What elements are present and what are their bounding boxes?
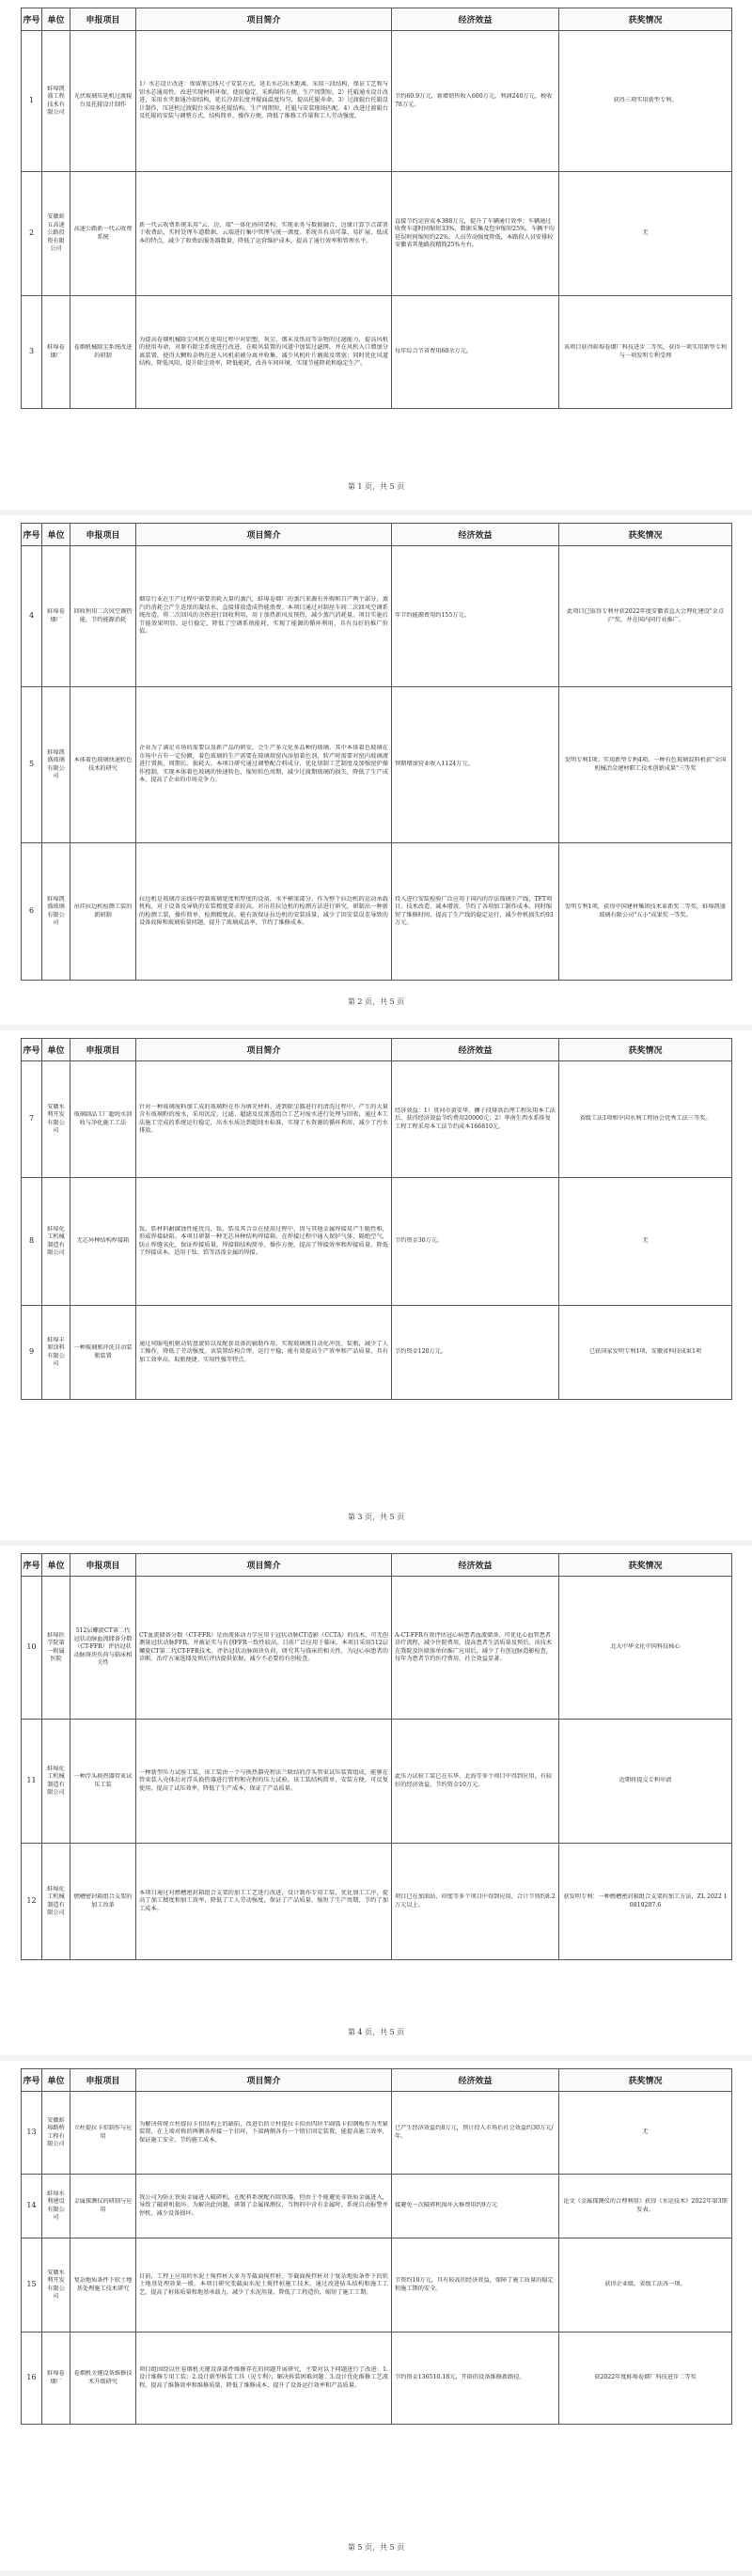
- row-project: [70, 172, 136, 296]
- page-footer: 第 2 页，共 5 页: [347, 997, 405, 1006]
- row-project-text: 卷烟机械除尘系统改进的研制: [73, 344, 133, 359]
- row-award-text: 无: [642, 1237, 649, 1245]
- row-benefit-text: 年节约能源费用约155万元。: [395, 612, 470, 620]
- header-project: 申报项目: [70, 1039, 136, 1061]
- row-award-text: 该项目获得蚌埠卷烟厂科技进步二等奖，获得一项实用新型专利与一项发明专利受理: [563, 344, 728, 359]
- row-intro-text: 本项目通过对燃槽密封箱组合支架的加工工艺进行改进，设计制作专用工装，优化加工工序，提高了加工精度和加工效率，降低了工人劳动强度，保证了产品质量，缩短了生产周期，节约了加工成本。: [139, 1889, 388, 1912]
- row-award: [559, 2092, 732, 2175]
- row-seq: [22, 546, 42, 687]
- row-project-text: 512层螺旋CT第二代冠状动脉血流储备分数（CT-FFR）评估冠状动脉斑块负荷与临床相关性: [73, 1627, 133, 1667]
- row-award: [559, 31, 732, 172]
- header-benefit: 经济效益: [392, 1039, 559, 1061]
- row-benefit-text: 经济效益：1）贯河市黄安华、狮子段排洪治理工程采用本工法后，获得经济效益节约费用20000元；2）华南生西水系排复工程工程采用本工法节约成本166810元。: [395, 1107, 556, 1130]
- row-unit-text: 蚌埠凯盛玻璃有限公司: [47, 895, 65, 926]
- row-award-text: 获2022年度蚌埠卷烟厂科技进步二等奖: [594, 2374, 697, 2381]
- row-benefit-text: 节约资金30万元。: [395, 1237, 444, 1245]
- row-benefit-text: 节约60.9万元，新增销售收入600万元，利润240万元，税收78万元。: [395, 93, 553, 108]
- row-award: [559, 1844, 732, 1960]
- row-seq: [22, 296, 42, 409]
- row-project: [70, 2238, 136, 2333]
- row-unit: [42, 1577, 70, 1720]
- row-intro: [136, 546, 392, 687]
- row-seq-text: 9: [28, 1348, 35, 1357]
- table-header-row: [22, 524, 732, 546]
- page-footer: 第 1 页，共 5 页: [347, 482, 405, 491]
- row-intro: [136, 31, 392, 172]
- row-seq: [22, 1844, 42, 1960]
- row-unit-text: 蚌埠丰原涂料有限公司: [47, 1336, 65, 1367]
- header-benefit: 经济效益: [392, 2069, 559, 2092]
- row-project-text: 一种浮头换热器管束试压工装: [73, 1773, 133, 1788]
- row-unit: [42, 1844, 70, 1960]
- table-header-row: [22, 1039, 732, 1061]
- row-benefit: [392, 31, 559, 172]
- row-award: [559, 1178, 732, 1306]
- row-project-text: 一种玻璃瓶冲洗自动装瓶装置: [73, 1344, 133, 1359]
- row-intro: [136, 1720, 392, 1844]
- row-project-text: 燃槽密封箱组合支架的加工改革: [73, 1893, 133, 1908]
- row-benefit-text: 节约资金136510.18元，开辟的设备维修新路径。: [395, 2374, 525, 2381]
- row-intro-text: 目前，工程上应用的水泥土搅拌桩大多为等截面搅拌桩。等截面搅拌桩对于复杂地质条件下的软土地基处理效果一般。本项目研究变截面水泥土搅拌桩施工技术，通过改进钻头结构和施工工艺，提高了桩体质量和地基承载力，减少了水泥用量，降低了工程造价，缩短了施工工期。: [139, 2272, 388, 2296]
- row-intro-text: 新一代云收费系统采用"云、边、端"一体化协同架构，实现业务与数据融合，边缘计算节点部署于收费站，实时处理车道数据，云端进行集中管理与统一调度。系统具有高可靠、易扩展、低成本的特点，减少了收费站服务器数量，降低了运营维护成本，提高了通行效率和管理水平。: [139, 221, 388, 244]
- table-row: [22, 172, 732, 296]
- header-seq: 序号: [22, 1039, 42, 1061]
- table-header-row: [22, 2069, 732, 2092]
- header-benefit: 经济效益: [392, 1554, 559, 1577]
- row-project-text: 复杂地质条件下软土地基处理施工技术研究: [73, 2277, 133, 2292]
- row-project: [70, 2092, 136, 2175]
- row-intro-text: 为提高卷烟机械除尘风机在使用过程中对铝塑、灰尘、烟末及纸屑等杂物的过滤能力，提高风机的使用寿命，对原有除尘系统进行改进。在吸风装置的风道中加装过滤网，并在风机入口增加分离装置，使得大颗粒杂物在进入风机前被分离并收集，减少风机叶片磨损及堵塞；同时优化风道结构，降低风阻，提升除尘效率，降低能耗，改善车间环境，实现节能降耗和稳定生产。: [139, 336, 388, 367]
- row-project: [70, 546, 136, 687]
- header-benefit: 经济效益: [392, 8, 559, 31]
- row-seq-text: 1: [28, 97, 35, 105]
- row-benefit-text: 每年综合节省费用60余万元。: [395, 348, 473, 355]
- row-unit-text: 安徽水利开发有限公司: [47, 2269, 65, 2300]
- row-intro: [136, 1178, 392, 1306]
- row-seq: [22, 1061, 42, 1178]
- row-intro: [136, 1061, 392, 1178]
- header-seq: 序号: [22, 524, 42, 546]
- header-award: 获奖情况: [559, 524, 732, 546]
- row-benefit-text: 节约资金120万元。: [395, 1348, 447, 1356]
- header-unit: 单位: [42, 1039, 70, 1061]
- row-project: [70, 687, 136, 843]
- row-unit: [42, 31, 70, 172]
- table-header-row: [22, 1554, 732, 1577]
- row-award-text: 省级工法1项和中国水利工程协会优秀工法三等奖。: [579, 1115, 712, 1123]
- row-unit-text: 安徽水利开发有限公司: [47, 1103, 65, 1134]
- row-intro: [136, 1577, 392, 1720]
- table-row: [22, 1720, 732, 1844]
- header-benefit: 经济效益: [392, 524, 559, 546]
- row-benefit: [392, 1844, 559, 1960]
- row-seq-text: 10: [26, 1643, 37, 1652]
- row-project: [70, 31, 136, 172]
- row-benefit: [392, 2092, 559, 2175]
- row-project-text: 本体着色玻璃快速转色技术的研究: [73, 757, 133, 772]
- header-award: 获奖情况: [559, 8, 732, 31]
- table-header-row: [22, 8, 732, 31]
- row-benefit-text: 已产生经济效益约8万元，预计投入市场后社会效益约30万元/年。: [395, 2125, 554, 2140]
- row-intro: [136, 2092, 392, 2175]
- row-unit-text: 蚌埠医学院第一附属医院: [47, 1631, 65, 1662]
- row-project-text: 金属探测仪的研制与应用: [73, 2198, 133, 2213]
- row-seq-text: 2: [28, 229, 35, 238]
- row-intro: [136, 1844, 392, 1960]
- document-page: [0, 1546, 752, 2055]
- header-unit: 单位: [42, 8, 70, 31]
- table-row: [22, 687, 732, 843]
- row-unit: [42, 687, 70, 843]
- header-seq: 序号: [22, 1554, 42, 1577]
- table-row: [22, 1178, 732, 1306]
- row-benefit: [392, 1061, 559, 1178]
- row-project: [70, 1720, 136, 1844]
- row-seq-text: 4: [28, 612, 35, 620]
- row-intro-text: 拉边机是玻璃浮法线中控制玻璃宽度和厚度的设备，水平横梁部分，作为整个拉边机的运动承载机构，对于设备及导轨的安装精度要求较高。对吊挂拉边机的检测方法进行研究，研制出一种新的检测工装，操作简单，检测精度高，能有效保证拉边机的安装质量，减少了因安装误差导致的设备故障和玻璃质量问题，提升了玻璃成品率，节约了维修成本。: [139, 895, 388, 926]
- row-intro-text: 一种新型压力试验工装，该工装由一个与换热器壳程法兰联结的浮头管束试压装置组成，能够在管束装入壳体后对浮头换热器进行管程和壳程的压力试验。该工装结构简单，安装方便，可反复使用，提高了试压效率，降低了生产成本，保证了产品质量。: [139, 1768, 388, 1792]
- table-row: [22, 2238, 732, 2333]
- page-footer: 第 3 页，共 5 页: [347, 1513, 405, 1521]
- row-seq-text: 6: [28, 907, 35, 916]
- row-award-text: 发明专利1项，获得中国建材集团技术革新奖二等奖，蚌埠凯盛玻璃有限公司"五小"成果奖一等奖。: [565, 903, 726, 919]
- row-unit-text: 安徽蚌五高速公路投资有限公司: [47, 213, 65, 253]
- project-table: [21, 2068, 732, 2425]
- table-row: [22, 1577, 732, 1720]
- row-award-text: 无: [642, 229, 649, 237]
- row-intro-text: CT血流储备分数（CT-FFR）是由流体动力学应用于冠状动脉CT造影（CCTA）的技术，可无创测量冠状动脉FFR，并被证实与有创FFR一致性较高。目前广泛应用于临床。本项目采用512层螺旋CT第二代CT-FFR技术，评估冠状动脉斑块负荷，研究其与临床的相关性，为冠心病患者的诊断、治疗方案选择及预后评估提供依据，减少不必要的有创检查。: [139, 1631, 388, 1662]
- row-award-text: 论文《金属探测仪的合理利用》获得《水运技术》2022年第3期发表。: [563, 2198, 728, 2213]
- row-project: [70, 1306, 136, 1400]
- row-project-text: 回收利用二次风空调热能，节约能源消耗: [73, 608, 133, 623]
- row-intro-text: 企业为了满足市场的需要以及新产品的研发，会生产多元化多品种的玻璃。其中本体着色玻璃在市场中占有一定份额，着色玻璃的生产需要在玻璃熔窑内添加着色剂，转产时需要对窑内玻璃液进行置换，周期长、损耗大。本项目研究通过调整配合料成分、优化熔制工艺制度及加强窑炉操作控制，实现本体着色玻璃的快速转色，缩短转色周期，减少过渡期玻璃的损失，降低了生产成本，提高了企业的市场竞争力。: [139, 745, 388, 784]
- row-award: [559, 2238, 732, 2333]
- header-intro: 项目简介: [136, 524, 392, 546]
- document-page: [0, 2061, 752, 2570]
- row-award: [559, 843, 732, 981]
- row-intro: [136, 2333, 392, 2425]
- header-intro: 项目简介: [136, 1554, 392, 1577]
- row-unit: [42, 546, 70, 687]
- header-project: 申报项目: [70, 8, 136, 31]
- row-intro: [136, 687, 392, 843]
- row-unit-text: 蚌埠化工机械制造有限公司: [47, 1885, 65, 1916]
- row-intro-text: 烟草行业在生产过程中需要消耗大量的蒸汽，蚌埠卷烟厂的蒸汽来源有外购和自产两个部分，蒸汽的消耗会产生连续的凝结水，直接排放造成热能浪费。本项目通过对制丝车间二次回风空调系统改造，将二次回风的余热进行回收利用，用于加热新风及预热，减少蒸汽消耗量。项目实施后节能效果明显，运行稳定，降低了空调系统能耗，实现了能源的循环利用，具有良好的推广价值。: [139, 596, 388, 636]
- row-benefit: [392, 843, 559, 981]
- header-award: 获奖情况: [559, 1554, 732, 1577]
- row-seq-text: 13: [26, 2128, 37, 2137]
- document-page: [0, 1030, 752, 1540]
- row-award: [559, 2333, 732, 2425]
- row-intro-text: 我公司为防止铁质金属进入破碎机，在配料系统配有除铁器，但由于不能避免非铁质金属进入，导致了破碎机损坏。为解决此问题，研制了金属探测仪，当物料中含有金属时，系统自动报警并停机，减少设备损坏。: [139, 2193, 388, 2217]
- row-intro-text: 针对一种玻璃废料加工成的玻璃粉在作为填充材料、进到除尘器进行的清洗过程中，产生的大量含有玻璃粉的废水，采用沉淀、过滤、超滤及反渗透组合工艺对废水进行处理与回收，通过本工法施工完成的系统运行稳定，出水水质达到超纯水标准，实现了水资源的循环利用，减少了污水排放。: [139, 1103, 388, 1134]
- row-intro: [136, 172, 392, 296]
- header-award: 获奖情况: [559, 1039, 732, 1061]
- row-award: [559, 1061, 732, 1178]
- row-seq: [22, 2333, 42, 2425]
- header-project: 申报项目: [70, 1554, 136, 1577]
- row-award: [559, 1577, 732, 1720]
- table-row: [22, 546, 732, 687]
- row-seq-text: 12: [26, 1897, 37, 1906]
- project-table: [21, 1038, 732, 1400]
- row-seq: [22, 687, 42, 843]
- row-award: [559, 296, 732, 409]
- table-row: [22, 1306, 732, 1400]
- row-project: [70, 1061, 136, 1178]
- row-project-text: 吊挂拉边机检测工装的新研制: [73, 903, 133, 919]
- row-intro-text: 钛、锆材料耐腐蚀性能优良，钛、锆及其合金在使用过程中，因与其他金属焊接易产生脆性相，形成焊接缺陷。本项目研制一种无芯异种结构焊接箱，在焊接过程中通入保护气体，隔绝空气，防止焊缝氧化，保证焊接质量。焊接箱结构简单、操作方便，提高了焊接效率和焊接质量，降低了焊接成本，适用于钛、锆等活泼金属的焊接。: [139, 1225, 388, 1256]
- row-project: [70, 1577, 136, 1720]
- row-seq-text: 7: [28, 1115, 35, 1123]
- row-benefit-text: A-CT-FFR有效评估冠心病患者血流储备，可优化心血管患者诊疗流程，减少住院费用，提高患者生活质量及预后。该技术在我院及医联体单位推广应用后，减少了有创冠脉造影检查，每年为患者节约医疗费用，社会效益显著。: [395, 1631, 553, 1662]
- row-project-text: 卷烟机关键设备维修技术升级研究: [73, 2370, 133, 2385]
- row-unit-text: 蚌埠凯盛玻璃有限公司: [47, 748, 65, 779]
- row-benefit: [392, 1577, 559, 1720]
- row-benefit: [392, 2175, 559, 2238]
- row-intro: [136, 2238, 392, 2333]
- header-unit: 单位: [42, 2069, 70, 2092]
- row-award-text: 获得三项实用新型专利。: [613, 97, 678, 104]
- row-award-text: 获发明专利：一种燃槽密封箱组合支架的加工方法，ZL 2022 1 0819207.6: [563, 1893, 728, 1908]
- row-unit-text: 蚌埠水利建设有限公司: [47, 2190, 65, 2221]
- row-project-text: 立柱提拉卡扣制作与应用: [73, 2125, 133, 2140]
- row-seq-text: 16: [26, 2374, 37, 2382]
- row-intro: [136, 2175, 392, 2238]
- row-benefit-text: 此压力试验工装已在东华、北海等多个项目中得到应用，有较好的经济效益。节约资金10万元。: [395, 1773, 553, 1788]
- row-unit: [42, 2175, 70, 2238]
- page-footer: 第 4 页，共 5 页: [347, 2028, 405, 2036]
- row-project-text: 无芯异种结构焊接箱: [76, 1237, 130, 1245]
- row-seq: [22, 2092, 42, 2175]
- page-footer: 第 5 页，共 5 页: [347, 2543, 405, 2552]
- row-benefit-text: 预期增加营业收入1124万元。: [395, 761, 474, 768]
- row-award-text: 无: [642, 2128, 649, 2136]
- row-unit: [42, 172, 70, 296]
- header-intro: 项目简介: [136, 8, 392, 31]
- table-row: [22, 1844, 732, 1960]
- row-unit-text: 安徽蚌埠路桥工程有限公司: [47, 2116, 65, 2147]
- row-award: [559, 546, 732, 687]
- row-benefit-text: 直接节约运营成本388万元，提升了车辆通行效率；车辆通过收费车道时间缩短33%，数据采集及包审缩短25%，车辆平均延误时间缩短约22%，人员劳动强度降低，本路段人员安排较安徽省其他路段精简25%左右。: [395, 217, 555, 248]
- row-award: [559, 1306, 732, 1400]
- row-unit-text: 蚌埠化工机械制造有限公司: [47, 1225, 65, 1256]
- row-unit: [42, 1720, 70, 1844]
- row-seq: [22, 1577, 42, 1720]
- row-intro: [136, 296, 392, 409]
- project-table: [21, 523, 732, 981]
- table-row: [22, 31, 732, 172]
- row-seq-text: 8: [28, 1237, 35, 1246]
- row-unit-text: 蚌埠卷烟厂: [47, 2370, 65, 2385]
- row-benefit: [392, 2238, 559, 2333]
- row-award: [559, 172, 732, 296]
- table-row: [22, 843, 732, 981]
- table-row: [22, 2333, 732, 2425]
- document-page: [0, 0, 752, 510]
- row-seq: [22, 2175, 42, 2238]
- row-benefit: [392, 687, 559, 843]
- row-seq-text: 14: [26, 2202, 37, 2210]
- row-seq: [22, 31, 42, 172]
- row-project-text: 高速公路新一代云收费系统: [73, 226, 133, 241]
- row-award-text: 发明专利1项；实用新型专利4项。一种有色玻璃混料机获"全国机械冶金建材职工技术创新成果"三等奖: [564, 757, 727, 772]
- row-seq: [22, 843, 42, 981]
- row-unit: [42, 2238, 70, 2333]
- project-table: [21, 8, 732, 409]
- row-unit: [42, 1306, 70, 1400]
- document-page: [0, 515, 752, 1025]
- header-project: 申报项目: [70, 2069, 136, 2092]
- row-award: [559, 2175, 732, 2238]
- row-project: [70, 2333, 136, 2425]
- row-unit: [42, 2092, 70, 2175]
- row-award-text: 此项目已取得专利并获2022年度安徽省直大会理化建设"金点子"奖，并在国内同行业推广。: [566, 608, 725, 623]
- table-row: [22, 1061, 732, 1178]
- header-intro: 项目简介: [136, 1039, 392, 1061]
- row-unit-text: 蚌埠化工机械制造有限公司: [47, 1765, 65, 1796]
- header-project: 申报项目: [70, 524, 136, 546]
- row-award: [559, 687, 732, 843]
- row-project-text: 光伏玻璃压延机过渡辊台及托辊设计制作: [73, 93, 133, 108]
- header-unit: 单位: [42, 1554, 70, 1577]
- row-seq: [22, 1720, 42, 1844]
- row-benefit: [392, 1720, 559, 1844]
- row-unit: [42, 1178, 70, 1306]
- row-seq-text: 15: [26, 2281, 37, 2289]
- row-seq-text: 3: [28, 348, 35, 356]
- row-seq-text: 11: [26, 1777, 37, 1785]
- row-unit-text: 蚌埠凯盛工程技术有限公司: [47, 85, 65, 116]
- row-seq: [22, 1306, 42, 1400]
- row-benefit: [392, 1178, 559, 1306]
- row-benefit-text: 接避免一次破碎机损坏大修费用约9万元: [395, 2202, 498, 2209]
- row-project-text: 玻璃制品工厂超纯水回收与净化施工工法: [73, 1111, 133, 1126]
- row-benefit: [392, 296, 559, 409]
- row-benefit: [392, 1306, 559, 1400]
- row-unit: [42, 1061, 70, 1178]
- row-award-text: 已获国家发明专利1项，安徽省科技成果1项: [588, 1348, 702, 1356]
- row-project: [70, 1844, 136, 1960]
- row-unit-text: 蚌埠卷烟厂: [47, 608, 65, 623]
- row-project: [70, 843, 136, 981]
- row-unit: [42, 2333, 70, 2425]
- row-benefit: [392, 546, 559, 687]
- row-seq: [22, 2238, 42, 2333]
- row-project: [70, 296, 136, 409]
- row-award: [559, 1720, 732, 1844]
- row-benefit: [392, 172, 559, 296]
- row-unit: [42, 843, 70, 981]
- row-seq: [22, 1178, 42, 1306]
- row-benefit-text: 投入进行安装检验广泛应用于国内的浮法玻璃生产线，TFT项目、技术改造、减本增效、节约了各项加工制作成本，同时缩短了维修时间，提高了生产线的稳定运行，减少停机损失约93万元。: [395, 895, 554, 926]
- row-intro-text: 项目组围绕以往卷烟机关键设备部件维修存在的问题开展研究，主要对以下问题进行了改进：1.设计维修专用工装；2.设计新型拆装工具（见专利），解决拆装困难问题；3.设计优化维修工艺流程，提高了维修效率和维修质量，降低了维修成本，提升了设备运行效率和产品质量。: [139, 2365, 388, 2389]
- header-unit: 单位: [42, 524, 70, 546]
- table-row: [22, 296, 732, 409]
- header-seq: 序号: [22, 2069, 42, 2092]
- table-row: [22, 2092, 732, 2175]
- header-seq: 序号: [22, 8, 42, 31]
- row-benefit-text: 节资约10万元，具有较高的经济效益，保障了施工质量的稳定和施工期的安全。: [395, 2277, 554, 2292]
- project-table: [21, 1553, 732, 1960]
- row-seq-text: 5: [28, 761, 35, 769]
- row-benefit-text: 项目已在加油站、印度等多个项目中得到应用，合计节资约8.2万元以上。: [395, 1893, 556, 1908]
- row-unit: [42, 296, 70, 409]
- row-unit-text: 蚌埠卷烟厂: [47, 344, 65, 359]
- row-benefit: [392, 2333, 559, 2425]
- row-award-text: 近期将提交专利申请: [619, 1777, 672, 1784]
- row-seq: [22, 172, 42, 296]
- row-intro-text: 为解决传统立柱提拉卡扣结构上的缺陷，改进后的立柱提拉卡扣由四块半圆弧卡扣钢板作为夹紧装置，在上端对称的两侧各焊接一个扣环，下端两侧各有一个销钉固定装置，能提高施工效率，保证施工安全，节约施工成本。: [139, 2120, 388, 2144]
- table-row: [22, 2175, 732, 2238]
- row-intro-text: 通过伺服电机驱动转盘旋转以及配套设备的辅助作用，实现玻璃瓶自动化冲洗、装瓶，减少了人工操作，降低了劳动强度。该装置结构合理、运行平稳，能有效提高生产效率和产品质量，具有加工效率高、取瓶便捷、实用性强等特点。: [139, 1340, 388, 1363]
- row-intro-text: 1）水芯设计改进：保留原总体尺寸安装方式，延长水芯出水距离，采用三段结构，保证工艺和与铝水芯通用性。改进实现材料环保、使用稳定、采购制作方便，生产周期短。2）托辊通水设计改进，采用水夹套通冷却结构，延长冷却长度并辊面温度均匀，提高托辊寿命。3）过渡辊台托辊设计制作，压延机过渡辊台采用多托辊结构，生产周期短，托辊与安装现场匹配。4）改进过渡辊台及托辊的安装与调整方式，结构简单，操作方便，降低了维修工作量和工人劳动强度。: [139, 81, 388, 120]
- header-intro: 项目简介: [136, 2069, 392, 2092]
- row-project: [70, 2175, 136, 2238]
- row-award-text: 北大中华文化中国科技核心: [610, 1643, 681, 1651]
- row-project: [70, 1178, 136, 1306]
- row-intro: [136, 1306, 392, 1400]
- row-intro: [136, 843, 392, 981]
- row-award-text: 获得企业级、省级工法各一项。: [604, 2281, 686, 2288]
- header-award: 获奖情况: [559, 2069, 732, 2092]
